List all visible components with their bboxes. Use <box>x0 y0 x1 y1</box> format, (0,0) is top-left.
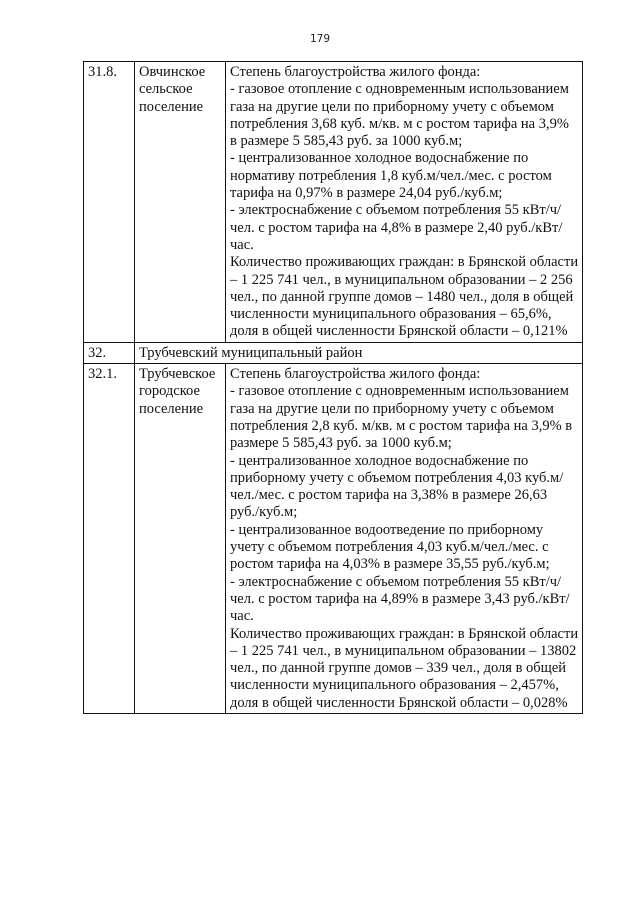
settlement-name <box>135 62 226 343</box>
data-table <box>83 61 583 714</box>
details-paragraph: Степень благоустройства жилого фонда: <box>230 366 481 383</box>
settlement-details <box>226 62 583 343</box>
details-paragraph: Количество проживающих граждан: в Брянской области – 1 225 741 чел., в муниципальном образовании – 13802 чел., по данной группе домов – 339 чел., доля в общей численности муниципального образования – 2,457%, доля в общей численности Брянской области – 0,028% <box>230 625 579 711</box>
settlement-name-line: Трубчевское <box>139 366 216 383</box>
details-paragraph: - электроснабжение с объемом потребления 55 кВт/ч/чел. с ростом тарифа на 4,8% в размере 2,40 руб./кВт/час. <box>230 202 563 253</box>
settlement-name <box>135 364 226 714</box>
row-number: 31.8. <box>84 62 135 343</box>
details-paragraph: Степень благоустройства жилого фонда: <box>230 64 481 80</box>
table-row <box>84 62 583 343</box>
row-number: 32.1. <box>84 364 135 714</box>
row-number: 32. <box>84 342 135 363</box>
details-paragraph: - централизованное водоотведение по приборному учету с объемом потребления 4,03 куб.м/чел./мес. с ростом тарифа на 4,03% в размере 35,55 руб./куб.м; <box>230 521 550 573</box>
details-paragraph: - централизованное холодное водоснабжение по нормативу потребления 1,8 куб.м/чел./мес. с ростом тарифа на 0,97% в размере 24,04 руб./куб.м; <box>230 150 552 202</box>
settlement-name-line: поселение <box>139 98 204 115</box>
details-paragraph: - централизованное холодное водоснабжение по приборному учету с объемом потребления 4,03 куб.м/чел./мес. с ростом тарифа на 3,38% в размере 26,63 руб./куб.м; <box>230 452 564 521</box>
details-paragraph: - газовое отопление с одновременным использованием газа на другие цели по приборному учету с объемом потребления 3,68 куб. м/кв. м с ростом тарифа на 3,9% в размере 5 585,43 руб. за 1000 куб.м; <box>230 81 569 150</box>
page-number: 179 <box>309 33 331 45</box>
table-row <box>84 364 583 714</box>
details-paragraph: - газовое отопление с одновременным использованием газа на другие цели по приборному учету с объемом потребления 2,8 куб. м/кв. м с ростом тарифа на 3,9% в размере 5 585,43 руб. за 1000 куб.м; <box>230 383 573 452</box>
section-title: Трубчевский муниципальный район <box>135 342 583 363</box>
settlement-details <box>226 364 583 714</box>
settlement-name-line: сельское <box>139 81 193 98</box>
settlement-name-line: поселение <box>139 400 204 417</box>
settlement-name-line: городское <box>139 383 200 400</box>
settlement-name-line: Овчинское <box>139 64 206 80</box>
details-paragraph: - электроснабжение с объемом потребления 55 кВт/ч/чел. с ростом тарифа на 4,89% в размере 3,43 руб./кВт/час. <box>230 573 570 625</box>
table-row <box>84 342 583 363</box>
details-paragraph: Количество проживающих граждан: в Брянской области – 1 225 741 чел., в муниципальном образовании – 2 256 чел., по данной группе домов – 1480 чел., доля в общей численности муниципального образования – 65,6%, доля в общей численности Брянской области – 0,121% <box>230 254 579 340</box>
